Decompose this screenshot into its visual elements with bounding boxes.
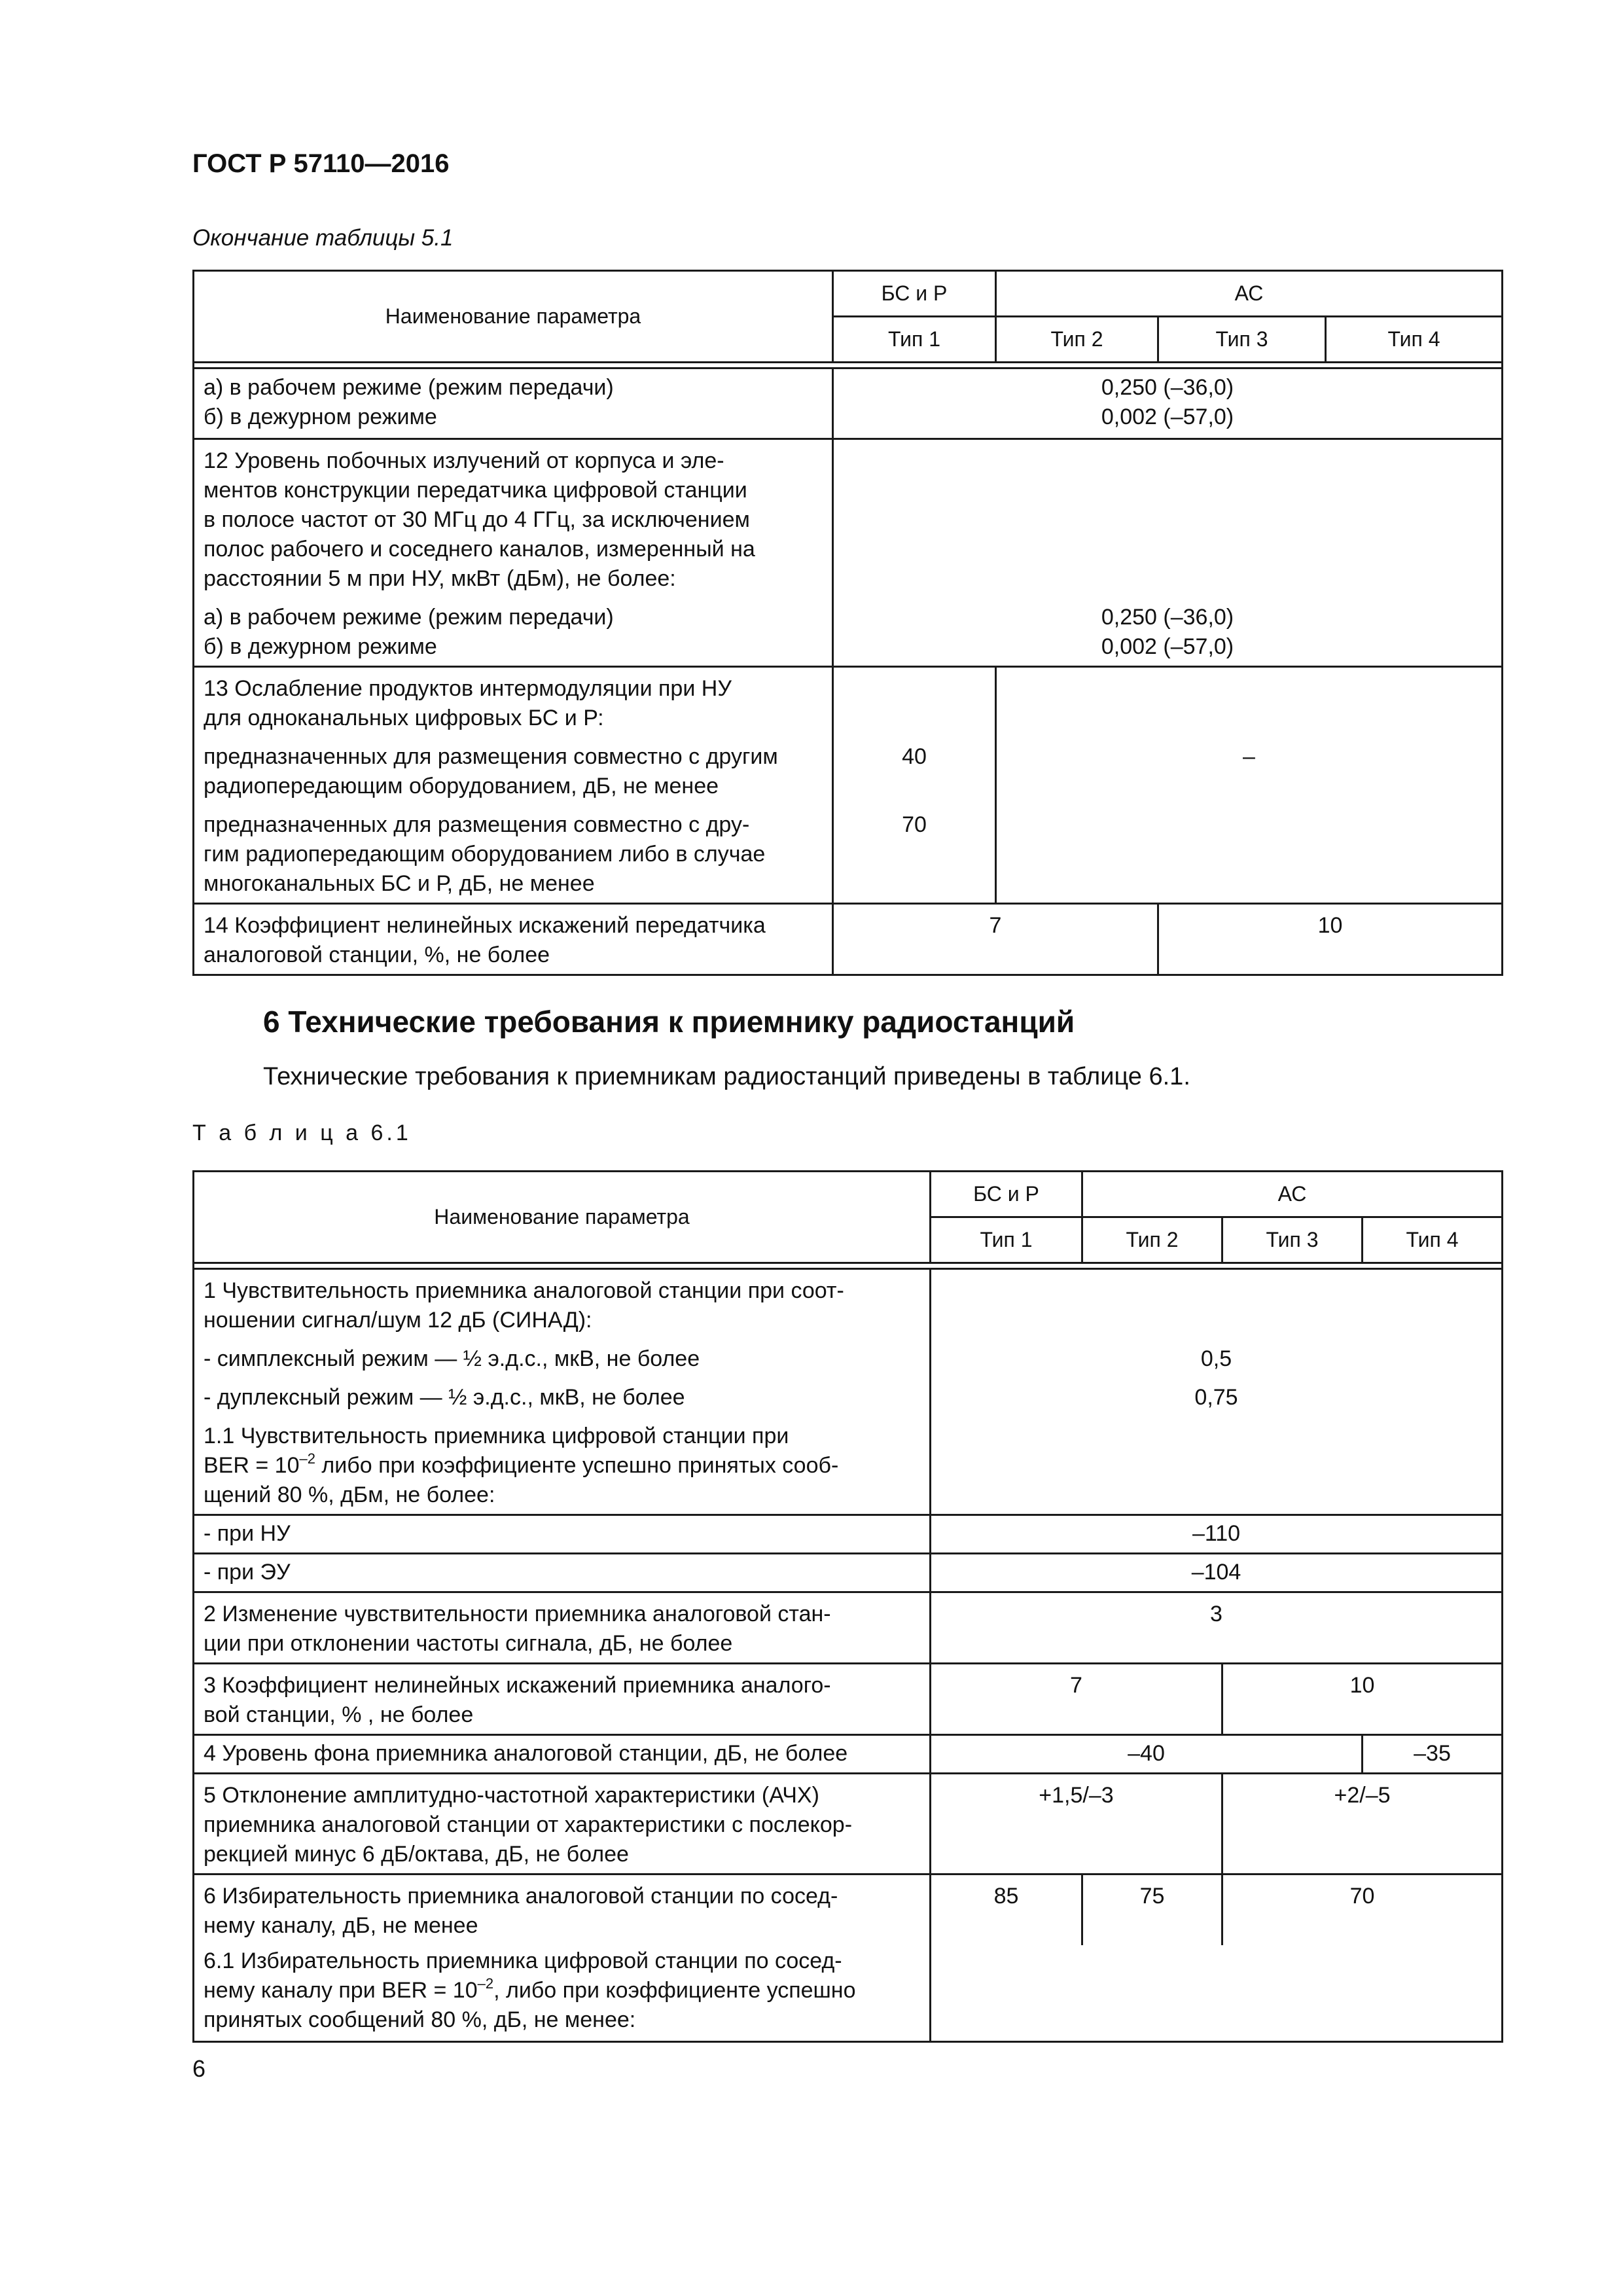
row-13-line: 13 Ослабление продуктов интермодуляции при НУ <box>204 676 732 701</box>
row-eu-value: –104 <box>1191 1560 1241 1585</box>
row-1-simplex: - симплексный режим — ½ э.д.с., мкВ, не более <box>204 1346 700 1371</box>
row-2-value: 3 <box>1210 1602 1222 1626</box>
row-1-value-duplex: 0,75 <box>1194 1385 1238 1410</box>
header-as: АС <box>1082 1172 1503 1217</box>
row-4-value-1: –40 <box>1128 1741 1165 1766</box>
row-12-value-a: 0,250 (–36,0) <box>1101 605 1234 630</box>
table-6-1-caption: Т а б л и ц а 6.1 <box>192 1121 412 1145</box>
table-row <box>194 1945 1503 2042</box>
row-14-line: аналоговой станции, %, не более <box>204 942 550 967</box>
row-12-line: ментов конструкции передатчика цифровой станции <box>204 478 747 503</box>
row-5-line: приемника аналоговой станции от характеристики с послекор- <box>204 1812 853 1837</box>
row-1-line: ношении сигнал/шум 12 дБ (СИНАД): <box>204 1308 592 1333</box>
row-6-value-2: 75 <box>1139 1884 1165 1909</box>
row-4-label: 4 Уровень фона приемника аналоговой станции, дБ, не более <box>204 1741 848 1766</box>
row-1-1-line: 1.1 Чувствительность приемника цифровой станции при <box>204 1424 789 1448</box>
header-type-2: Тип 2 <box>1082 1217 1222 1263</box>
table-row <box>194 1592 1503 1664</box>
table-row <box>194 439 1503 667</box>
row-3-line: 3 Коэффициент нелинейных искажений приемника аналого- <box>204 1673 831 1698</box>
row-14-line: 14 Коэффициент нелинейных искажений передатчика <box>204 913 766 938</box>
row-1-line: 1 Чувствительность приемника аналоговой станции при соот- <box>204 1278 844 1303</box>
row-13-value-2: 70 <box>902 812 927 837</box>
table-row <box>194 1664 1503 1735</box>
row-6-1-ber-line: нему каналу при BER = $10^{-2}$, либо при коэффициенте успешно <box>204 1975 856 2003</box>
row-5-line: 5 Отклонение амплитудно-частотной характеристики (АЧХ) <box>204 1783 819 1808</box>
row-6-line: 6 Избирательность приемника аналоговой станции по сосед- <box>204 1884 838 1909</box>
row-1-duplex: - дуплексный режим — ½ э.д.с., мкВ, не более <box>204 1385 685 1410</box>
header-bs: БС и Р <box>833 271 996 317</box>
section-6-intro: Технические требования к приемникам радиостанций приведены в таблице 6.1. <box>263 1063 1190 1090</box>
row-6-value-1: 85 <box>993 1884 1019 1909</box>
header-type-3: Тип 3 <box>1158 317 1326 363</box>
row-6-1-line: 6.1 Избирательность приемника цифровой станции по сосед- <box>204 1948 842 1973</box>
row-5-value-1: +1,5/–3 <box>1039 1783 1114 1808</box>
table-6-1 <box>192 1170 1503 2043</box>
page-number: 6 <box>192 2055 206 2082</box>
row-nu-value: –110 <box>1192 1521 1241 1546</box>
header-param: Наименование параметра <box>194 1172 931 1263</box>
table-row <box>194 1735 1503 1774</box>
header-type-4: Тип 4 <box>1326 317 1503 363</box>
row-1-mode-a: а) в рабочем режиме (режим передачи) <box>204 375 614 400</box>
row-6-1-line: принятых сообщений 80 %, дБ, не менее: <box>204 2007 636 2032</box>
row-13-sub-2-line: многоканальных БС и Р, дБ, не менее <box>204 871 595 896</box>
row-12-line: в полосе частот от 30 МГц до 4 ГГц, за исключением <box>204 507 750 532</box>
row-13-value-as: – <box>1243 744 1255 769</box>
header-param: Наименование параметра <box>194 271 833 363</box>
header-type-1: Тип 1 <box>833 317 996 363</box>
section-6-heading: 6 Технические требования к приемнику радиостанций <box>263 1005 1075 1039</box>
row-12-mode-a: а) в рабочем режиме (режим передачи) <box>204 605 614 630</box>
row-12-value-b: 0,002 (–57,0) <box>1101 634 1234 659</box>
row-eu-label: - при ЭУ <box>204 1560 291 1585</box>
row-12-mode-b: б) в дежурном режиме <box>204 634 437 659</box>
table-row <box>194 904 1503 975</box>
row-13-line: для одноканальных цифровых БС и Р: <box>204 706 604 730</box>
row-5-value-2: +2/–5 <box>1334 1783 1391 1808</box>
row-13-sub-1-line: радиопередающим оборудованием, дБ, не менее <box>204 774 719 798</box>
row-3-line: вой станции, % , не более <box>204 1702 474 1727</box>
row-14-value-2: 10 <box>1317 913 1343 938</box>
row-14-value-1: 7 <box>989 913 1002 938</box>
table-row <box>194 1774 1503 1874</box>
row-4-value-2: –35 <box>1414 1741 1451 1766</box>
row-2-line: ции при отклонении частоты сигнала, дБ, не более <box>204 1631 733 1656</box>
table-row <box>194 667 1503 904</box>
table-row <box>194 1874 1503 1945</box>
row-6-line: нему каналу, дБ, не менее <box>204 1913 478 1938</box>
row-12-line: расстоянии 5 м при НУ, мкВт (дБм), не более: <box>204 566 676 591</box>
table-5-1 <box>192 270 1503 976</box>
table-row <box>194 368 1503 439</box>
row-1-1-line: щений 80 %, дБм, не более: <box>204 1482 495 1507</box>
row-12-line: 12 Уровень побочных излучений от корпуса и эле- <box>204 448 724 473</box>
table-row <box>194 1554 1503 1592</box>
table-continuation-caption: Окончание таблицы 5.1 <box>192 225 454 251</box>
table-row <box>194 1269 1503 1515</box>
header-type-2: Тип 2 <box>996 317 1158 363</box>
header-type-4: Тип 4 <box>1363 1217 1503 1263</box>
row-5-line: рекцией минус 6 дБ/октава, дБ, не более <box>204 1842 629 1867</box>
row-1-value-simplex: 0,5 <box>1200 1346 1232 1371</box>
row-12-line: полос рабочего и соседнего каналов, измеренный на <box>204 537 755 562</box>
header-as: АС <box>996 271 1503 317</box>
row-6-value-3: 70 <box>1349 1884 1375 1909</box>
header-type-3: Тип 3 <box>1222 1217 1363 1263</box>
row-2-line: 2 Изменение чувствительности приемника аналоговой стан- <box>204 1602 831 1626</box>
row-1-value-b: 0,002 (–57,0) <box>1101 404 1234 429</box>
row-13-sub-2-line: предназначенных для размещения совместно с дру- <box>204 812 750 837</box>
row-3-value-2: 10 <box>1349 1673 1375 1698</box>
table-row <box>194 1515 1503 1554</box>
row-nu-label: - при НУ <box>204 1521 291 1546</box>
row-13-value-1: 40 <box>902 744 927 769</box>
document-id: ГОСТ Р 57110—2016 <box>192 149 450 178</box>
row-13-sub-2-line: гим радиопередающим оборудованием либо в случае <box>204 842 766 867</box>
header-bs: БС и Р <box>931 1172 1082 1217</box>
row-1-mode-b: б) в дежурном режиме <box>204 404 437 429</box>
row-13-sub-1-line: предназначенных для размещения совместно с другим <box>204 744 778 769</box>
row-1-value-a: 0,250 (–36,0) <box>1101 375 1234 400</box>
header-type-1: Тип 1 <box>931 1217 1082 1263</box>
row-1-1-ber-line: BER = $10^{-2}$ либо при коэффициенте успешно принятых сооб- <box>204 1450 839 1478</box>
row-3-value-1: 7 <box>1070 1673 1082 1698</box>
